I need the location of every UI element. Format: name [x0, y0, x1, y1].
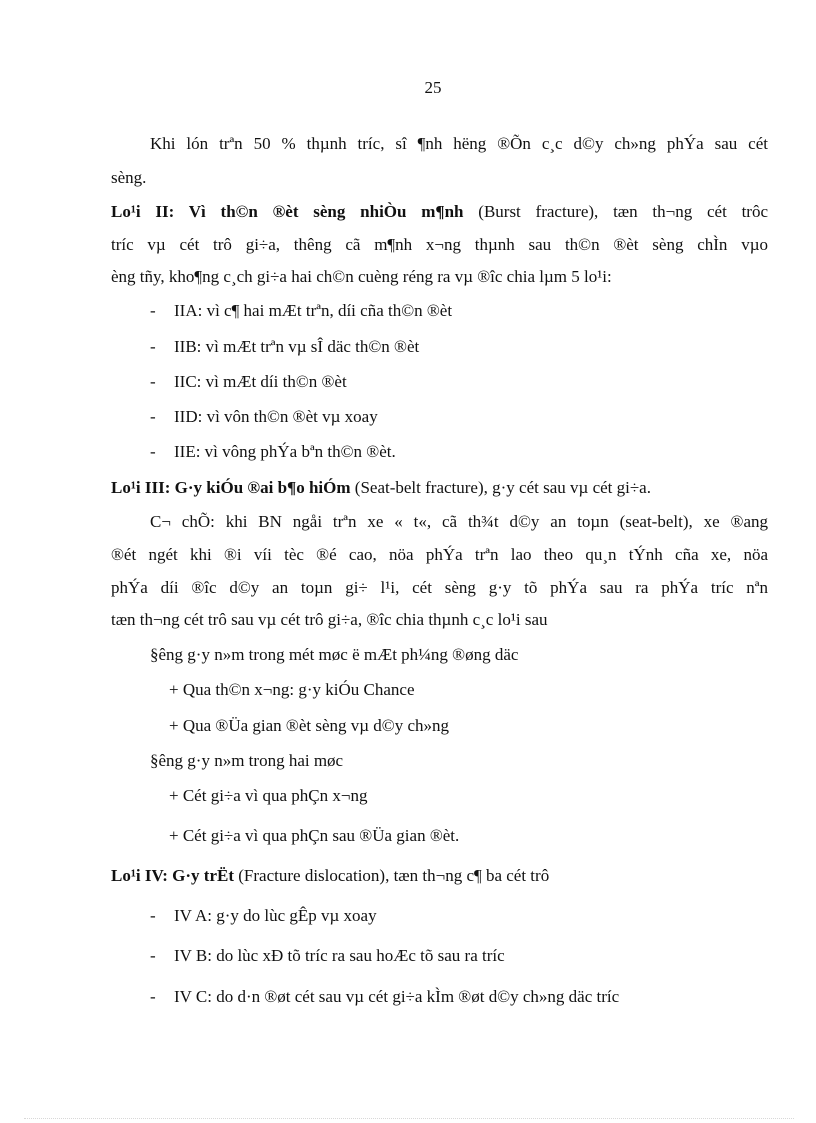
list-item-text: IV A: g·y do lùc gÊp vµ xoay [174, 906, 377, 925]
list-item [150, 986, 156, 1008]
list-item-text: IIB: vì mÆt trªn vµ sÎ däc th©n ®èt [174, 337, 420, 356]
type-2-line-2: tríc vµ cét trô gi÷a, thêng cã m¶nh x¬ng thµnh sau th©n ®èt sèng chÌn vµo [111, 235, 768, 254]
type-3-heading-rest: (Seat-belt fracture), g·y cét sau vµ cét gi÷a. [354, 478, 651, 497]
bullet-dash: - [150, 337, 156, 356]
type-2-line-3: èng tñy, kho¶ng c¸ch gi÷a hai ch©n cuèng réng ra vµ ®îc chia lµm 5 lo¹i: [111, 267, 612, 286]
mechanism-line-2: ®ét ngét khi ®i víi tèc ®é cao, nöa phÝa trªn lao theo qu¸n tÝnh cña xe, nöa [111, 545, 768, 564]
list-item-text: IV C: do d·n ®øt cét sau vµ cét gi÷a kÌm ®øt d©y ch»ng däc tríc [174, 987, 620, 1006]
subtype-1-title: §êng g·y n»m trong mét møc ë mÆt ph¼ng ®øng däc [150, 645, 519, 664]
bullet-dash: - [150, 987, 156, 1006]
bullet-dash: - [150, 946, 156, 965]
paragraph-1-line-1: Khi lón trªn 50 % thµnh tríc, sî ¶nh hëng ®Õn c¸c d©y ch»ng phÝa sau cét [150, 134, 768, 153]
list-item [150, 300, 156, 322]
type-4-heading: Lo¹i IV: G·y trËt [111, 866, 235, 885]
bullet-dash: - [150, 407, 156, 426]
list-item [150, 441, 156, 463]
mechanism-line-3: phÝa díi ®îc d©y an toµn gi÷ l¹i, cét sèng g·y tõ phÝa sau ra phÝa tríc nªn [111, 578, 768, 597]
subtype-1-item: + Qua th©n x¬ng: g·y kiÓu Chance [169, 680, 415, 699]
type-3-heading: Lo¹i III: G·y kiÓu ®ai b¶o hiÓm [111, 478, 351, 497]
bullet-dash: - [150, 301, 156, 320]
list-item-text: IID: vì vôn th©n ®èt vµ xoay [174, 407, 378, 426]
subtype-2-item: + Cét gi÷a vì qua phÇn x¬ng [169, 786, 368, 805]
page-bottom-rule [24, 1118, 794, 1119]
list-item-text: IIC: vì mÆt díi th©n ®èt [174, 372, 347, 391]
mechanism-line-4: tæn th¬ng cét trô sau vµ cét trô gi÷a, ®îc chia thµnh c¸c lo¹i sau [111, 610, 548, 629]
list-item-text: IIE: vì vông phÝa bªn th©n ®èt. [174, 442, 396, 461]
type-2-line-1 [111, 201, 768, 223]
type-4-heading-rest: (Fracture dislocation), tæn th¬ng c¶ ba cét trô [238, 866, 550, 885]
bullet-dash: - [150, 906, 156, 925]
bullet-dash: - [150, 372, 156, 391]
subtype-2-title: §êng g·y n»m trong hai møc [150, 751, 344, 770]
list-item-text: IIA: vì c¶ hai mÆt trªn, díi cña th©n ®èt [174, 301, 453, 320]
type-2-heading: Lo¹i II: Vì th©n ®èt sèng nhiÒu m¶nh [111, 202, 464, 221]
type-2-heading-rest: (Burst fracture), tæn th¬ng cét trôc [478, 202, 769, 221]
list-item [150, 945, 156, 967]
subtype-2-item: + Cét gi÷a vì qua phÇn sau ®Üa gian ®èt. [169, 826, 460, 845]
type-3-line-1 [111, 477, 651, 499]
list-item [150, 371, 156, 393]
list-item [150, 905, 156, 927]
list-item [150, 336, 156, 358]
mechanism-line-1: C¬ chÕ: khi BN ngåi trªn xe « t«, cã th¾t d©y an toµn (seat-belt), xe ®ang [150, 512, 768, 531]
bullet-dash: - [150, 442, 156, 461]
page-number: 25 [424, 78, 442, 97]
list-item-text: IV B: do lùc xÐ tõ tríc ra sau hoÆc tõ sau ra tríc [174, 946, 505, 965]
paragraph-1-line-2: sèng. [111, 168, 147, 187]
list-item [150, 406, 156, 428]
type-4-line-1 [111, 865, 549, 887]
subtype-1-item: + Qua ®Üa gian ®èt sèng vµ d©y ch»ng [169, 716, 450, 735]
